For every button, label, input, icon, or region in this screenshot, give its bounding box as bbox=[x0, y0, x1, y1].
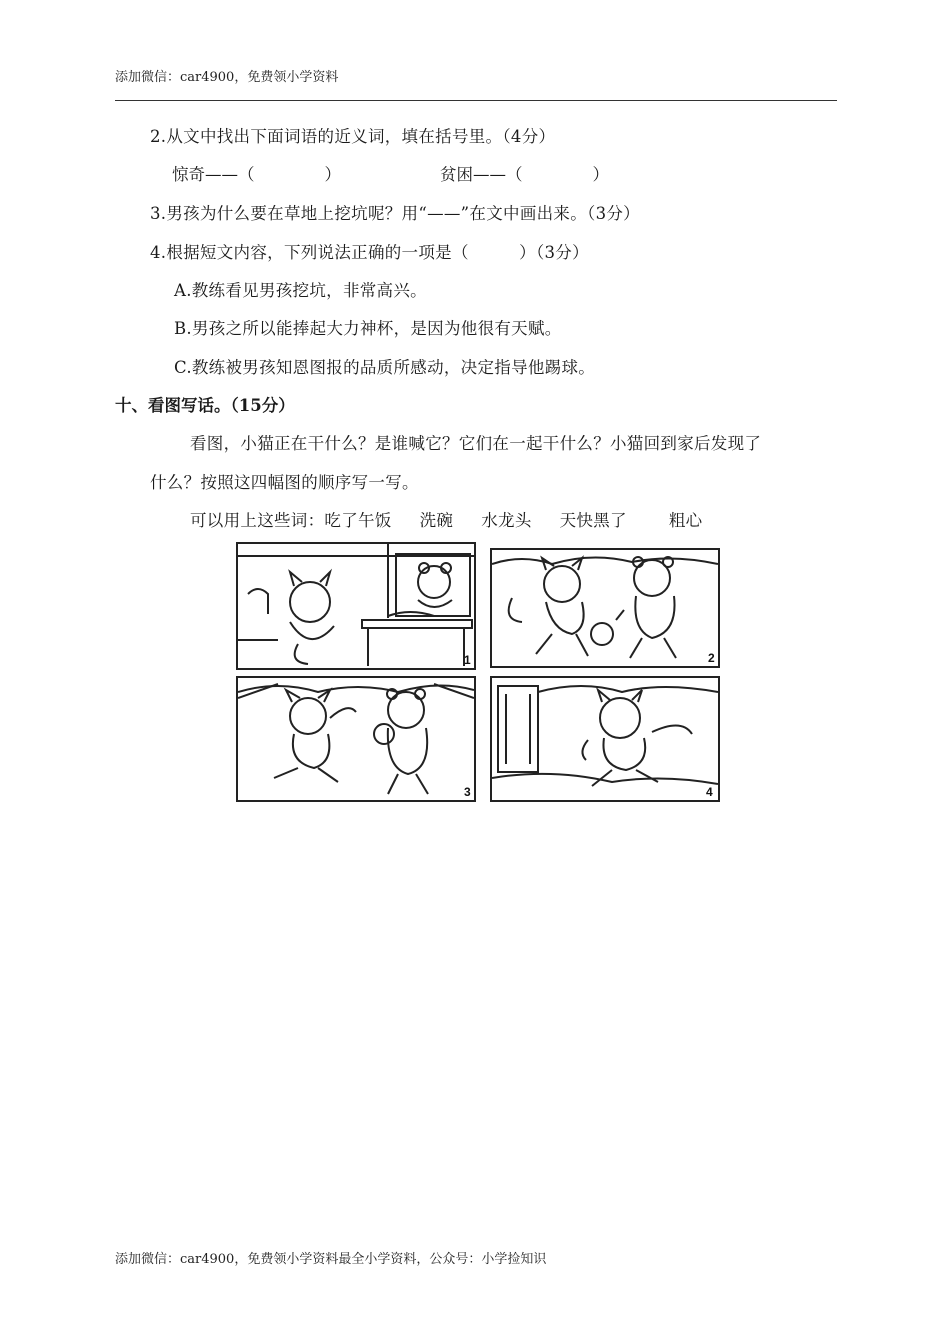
footer-note: 添加微信：car4900，免费领小学资料最全小学资料，公众号：小学捡知识 bbox=[115, 1252, 547, 1267]
section-10-prompt-line-2: 什么？按照这四幅图的顺序写一写。 bbox=[150, 473, 419, 492]
comic-panel-2 bbox=[490, 548, 720, 668]
comic-panel-3 bbox=[236, 676, 476, 802]
section-10-prompt-line-1: 看图，小猫正在干什么？是谁喊它？它们在一起干什么？小猫回到家后发现了 bbox=[190, 434, 762, 453]
comic-strip bbox=[236, 542, 720, 800]
question-2-blank-1: 惊奇——（ ） bbox=[172, 165, 341, 184]
question-4-option-a: A.教练看见男孩挖坑，非常高兴。 bbox=[174, 281, 427, 300]
question-4-option-c: C.教练被男孩知恩图报的品质所感动，决定指导他踢球。 bbox=[174, 358, 596, 377]
question-3-text: 3.男孩为什么要在草地上挖坑呢？用“——”在文中画出来。（3分） bbox=[150, 204, 640, 223]
vocab-word: 粗心 bbox=[668, 511, 703, 530]
panel-number-3: 3 bbox=[464, 785, 471, 799]
vocab-word: 洗碗 bbox=[419, 511, 454, 530]
panel-number-2: 2 bbox=[708, 651, 715, 665]
question-2-word-2: 贫困—— bbox=[440, 165, 506, 184]
question-4-text: 4.根据短文内容，下列说法正确的一项是（ ）（3分） bbox=[150, 243, 589, 262]
question-2-text: 2.从文中找出下面词语的近义词，填在括号里。（4分） bbox=[150, 127, 556, 146]
vocab-word: 天快黑了 bbox=[559, 511, 627, 530]
vocab-intro: 可以用上这些词： bbox=[190, 511, 325, 530]
question-2-blank-2: 贫困——（ ） bbox=[440, 165, 609, 184]
header-note: 添加微信：car4900，免费领小学资料 bbox=[115, 70, 339, 85]
panel-number-1: 1 bbox=[464, 653, 471, 667]
section-10-title: 十、看图写话。（15分） bbox=[115, 396, 295, 415]
panel-number-4: 4 bbox=[706, 785, 713, 799]
vocab-line bbox=[190, 507, 702, 531]
question-2-word-1: 惊奇—— bbox=[172, 165, 238, 184]
vocab-word: 水龙头 bbox=[481, 511, 532, 530]
comic-panel-4 bbox=[490, 676, 720, 802]
question-4-option-b: B.男孩之所以能捧起大力神杯，是因为他很有天赋。 bbox=[174, 319, 562, 338]
vocab-word: 吃了午饭 bbox=[324, 511, 392, 530]
comic-panel-1 bbox=[236, 542, 476, 670]
header-divider bbox=[115, 100, 837, 101]
